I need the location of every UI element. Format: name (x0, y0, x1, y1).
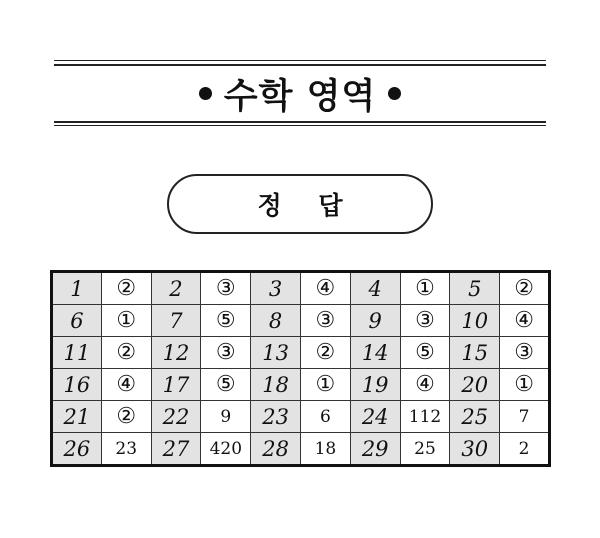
table-row (52, 369, 550, 401)
question-number: 7 (151, 305, 201, 337)
question-number: 28 (251, 433, 301, 466)
answer-value: ① (500, 369, 550, 401)
table-row (52, 401, 550, 433)
question-number: 2 (151, 272, 201, 305)
answer-value: 7 (500, 401, 550, 433)
answer-value: ④ (400, 369, 450, 401)
answer-value: 18 (300, 433, 350, 466)
header-bottom-rule-inner (54, 121, 546, 123)
answer-value: ④ (101, 369, 151, 401)
answer-value: ③ (201, 337, 251, 369)
answer-value: ② (101, 337, 151, 369)
answer-value: ③ (300, 305, 350, 337)
answer-value: 23 (101, 433, 151, 466)
question-number: 15 (450, 337, 500, 369)
answer-value: 420 (201, 433, 251, 466)
bullet-right-icon (388, 87, 401, 100)
question-number: 25 (450, 401, 500, 433)
answer-table (50, 270, 551, 467)
question-number: 14 (350, 337, 400, 369)
question-number: 18 (251, 369, 301, 401)
question-number: 16 (52, 369, 102, 401)
answer-value: ⑤ (201, 305, 251, 337)
header-top-rule-outer (54, 60, 546, 61)
answer-value: ③ (500, 337, 550, 369)
question-number: 6 (52, 305, 102, 337)
question-number: 27 (151, 433, 201, 466)
answer-value: ④ (300, 272, 350, 305)
question-number: 23 (251, 401, 301, 433)
answer-value: 2 (500, 433, 550, 466)
question-number: 29 (350, 433, 400, 466)
section-title-row (54, 66, 546, 121)
bullet-left-icon (199, 87, 212, 100)
answer-value: ① (101, 305, 151, 337)
question-number: 26 (52, 433, 102, 466)
table-row (52, 433, 550, 466)
question-number: 19 (350, 369, 400, 401)
question-number: 22 (151, 401, 201, 433)
answer-value: ② (300, 337, 350, 369)
question-number: 8 (251, 305, 301, 337)
answer-label-box (167, 174, 433, 234)
question-number: 30 (450, 433, 500, 466)
question-number: 21 (52, 401, 102, 433)
question-number: 24 (350, 401, 400, 433)
section-title: 수학 영역 (223, 76, 377, 117)
question-number: 17 (151, 369, 201, 401)
table-row (52, 272, 550, 305)
question-number: 12 (151, 337, 201, 369)
question-number: 4 (350, 272, 400, 305)
question-number: 13 (251, 337, 301, 369)
answer-value: ① (400, 272, 450, 305)
question-number: 10 (450, 305, 500, 337)
table-row (52, 305, 550, 337)
answer-value: 9 (201, 401, 251, 433)
question-number: 11 (52, 337, 102, 369)
answer-value: ④ (500, 305, 550, 337)
question-number: 1 (52, 272, 102, 305)
answer-value: ① (300, 369, 350, 401)
answer-value: ③ (201, 272, 251, 305)
answer-value: ② (101, 401, 151, 433)
table-row (52, 337, 550, 369)
header-bottom-rule-outer (54, 125, 546, 126)
answer-value: ② (500, 272, 550, 305)
answer-value: ⑤ (201, 369, 251, 401)
answer-value: ③ (400, 305, 450, 337)
question-number: 20 (450, 369, 500, 401)
answer-value: 25 (400, 433, 450, 466)
answer-value: ⑤ (400, 337, 450, 369)
question-number: 3 (251, 272, 301, 305)
question-number: 9 (350, 305, 400, 337)
answer-value: ② (101, 272, 151, 305)
question-number: 5 (450, 272, 500, 305)
answer-value: 6 (300, 401, 350, 433)
answer-label: 정 답 (257, 191, 357, 220)
answer-value: 112 (400, 401, 450, 433)
